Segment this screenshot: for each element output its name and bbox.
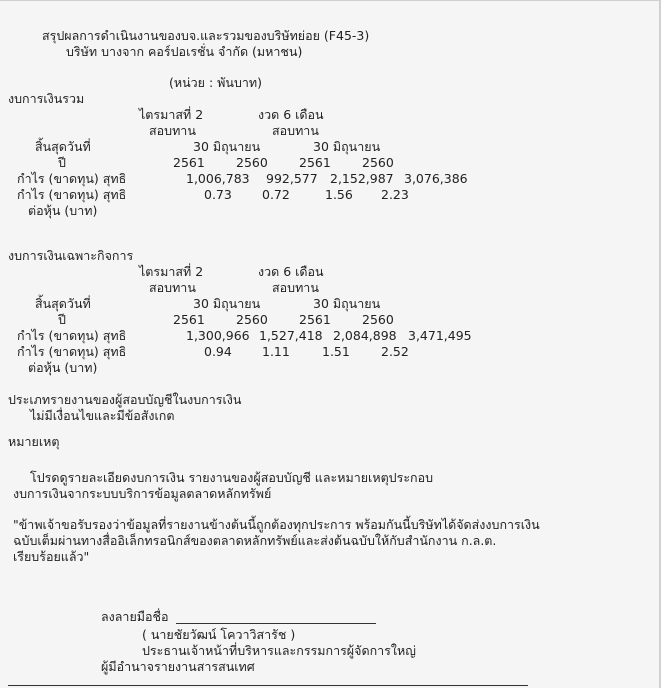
certification-text: "ข้าพเจ้าขอรับรองว่าข้อมูลที่รายงานข้างต้นนี้ถูกต้องทุกประการ พร้อมกันนี้บริษัทได้จัดส่งงบการเงิน xyxy=(13,517,540,532)
signatory-position: ประธานเจ้าหน้าที่บริหารและกรรมการผู้จัดการใหญ่ xyxy=(142,643,416,658)
reviewed-label: สอบทาน xyxy=(272,123,319,138)
period-6m-label: งวด 6 เดือน xyxy=(258,107,324,122)
eps-label: กำไร (ขาดทุน) สุทธิ xyxy=(17,187,127,202)
year-value: 2561 xyxy=(173,312,205,327)
eps-value: 2.23 xyxy=(381,187,409,202)
net-profit-value: 1,006,783 xyxy=(186,171,250,186)
eps-value: 0.73 xyxy=(204,187,232,202)
section-heading: งบการเงินเฉพาะกิจการ xyxy=(8,248,134,263)
date-value: 30 มิถุนายน xyxy=(193,139,261,154)
footer-divider xyxy=(8,685,528,686)
remarks-heading: หมายเหตุ xyxy=(8,434,60,449)
remarks-text: งบการเงินจากระบบบริการข้อมูลตลาดหลักทรัพย์ xyxy=(13,486,272,501)
eps-value: 0.94 xyxy=(204,344,232,359)
eps-label: กำไร (ขาดทุน) สุทธิ xyxy=(17,344,127,359)
reviewed-label: สอบทาน xyxy=(149,280,196,295)
report-title: สรุปผลการดำเนินงานของบจ.และรวมของบริษัทย่อย (F45-3) xyxy=(42,28,370,43)
period-q2-label: ไตรมาสที่ 2 xyxy=(139,264,204,279)
unit-label: (หน่วย : พันบาท) xyxy=(169,75,263,90)
net-profit-value: 3,471,495 xyxy=(408,328,472,343)
year-value: 2560 xyxy=(236,155,268,170)
company-name: บริษัท บางจาก คอร์ปอเรชั่น จำกัด (มหาชน) xyxy=(66,44,303,59)
eps-label-unit: ต่อหุ้น (บาท) xyxy=(28,203,98,218)
year-label: ปี xyxy=(58,155,66,170)
net-profit-label: กำไร (ขาดทุน) สุทธิ xyxy=(17,328,127,343)
ending-date-label: สิ้นสุดวันที่ xyxy=(35,139,91,154)
net-profit-label: กำไร (ขาดทุน) สุทธิ xyxy=(17,171,127,186)
auditor-report-heading: ประเภทรายงานของผู้สอบบัญชีในงบการเงิน xyxy=(8,392,242,407)
date-value: 30 มิถุนายน xyxy=(193,296,261,311)
year-value: 2560 xyxy=(236,312,268,327)
signatory-authority: ผู้มีอำนาจรายงานสารสนเทศ xyxy=(101,659,255,674)
year-value: 2561 xyxy=(299,155,331,170)
net-profit-value: 1,300,966 xyxy=(186,328,250,343)
section-heading: งบการเงินรวม xyxy=(8,91,85,106)
net-profit-value: 1,527,418 xyxy=(259,328,323,343)
net-profit-value: 2,152,987 xyxy=(330,171,394,186)
certification-text: เรียบร้อยแล้ว" xyxy=(13,549,90,564)
date-value: 30 มิถุนายน xyxy=(313,139,381,154)
reviewed-label: สอบทาน xyxy=(272,280,319,295)
date-value: 30 มิถุนายน xyxy=(313,296,381,311)
eps-value: 1.56 xyxy=(325,187,353,202)
certification-text: ฉบับเต็มผ่านทางสื่ออิเล็กทรอนิกส์ของตลาดหลักทรัพย์และส่งต้นฉบับให้กับสำนักงาน ก.ล.ต. xyxy=(13,533,497,548)
year-value: 2561 xyxy=(299,312,331,327)
year-value: 2560 xyxy=(362,155,394,170)
period-q2-label: ไตรมาสที่ 2 xyxy=(139,107,204,122)
eps-value: 2.52 xyxy=(381,344,409,359)
net-profit-value: 2,084,898 xyxy=(333,328,397,343)
remarks-text: โปรดดูรายละเอียดงบการเงิน รายงานของผู้สอบบัญชี และหมายเหตุประกอบ xyxy=(30,470,434,485)
year-label: ปี xyxy=(58,312,66,327)
reviewed-label: สอบทาน xyxy=(149,123,196,138)
signature-label: ลงลายมือชื่อ xyxy=(101,609,169,624)
eps-value: 1.11 xyxy=(262,344,290,359)
signatory-name: ( นายชัยวัฒน์ โควาวิสารัช ) xyxy=(142,627,296,642)
net-profit-value: 3,076,386 xyxy=(404,171,468,186)
ending-date-label: สิ้นสุดวันที่ xyxy=(35,296,91,311)
eps-value: 0.72 xyxy=(262,187,290,202)
period-6m-label: งวด 6 เดือน xyxy=(258,264,324,279)
signature-line xyxy=(176,623,376,624)
eps-value: 1.51 xyxy=(322,344,350,359)
eps-label-unit: ต่อหุ้น (บาท) xyxy=(28,360,98,375)
year-value: 2560 xyxy=(362,312,394,327)
year-value: 2561 xyxy=(173,155,205,170)
auditor-opinion: ไม่มีเงื่อนไขและมีข้อสังเกต xyxy=(30,408,175,423)
net-profit-value: 992,577 xyxy=(266,171,318,186)
